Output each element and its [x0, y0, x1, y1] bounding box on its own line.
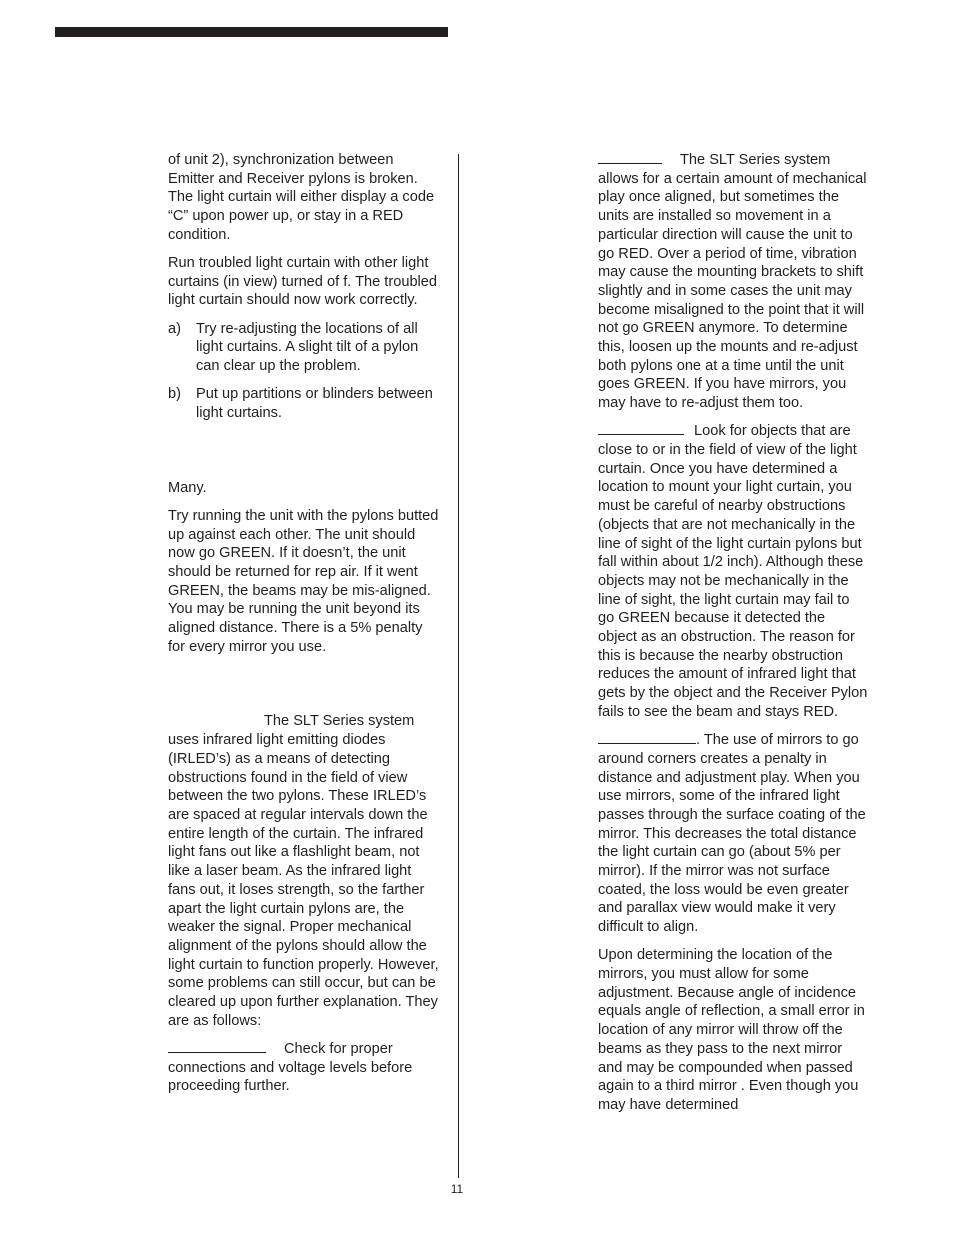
left-column — [168, 151, 440, 1106]
right-paragraph-1-text: The SLT Series system allows for a certain amount of mechanical play once aligned, but sometimes the units are installed so movement in a particular direction will cause the unit to go RED. Over a period of time, vibration may cause the mounting brackets to shift slightly and in some cases the unit may become misaligned to the point that it will not go GREEN anymore. To determine this, loosen up the mounts and re-adjust both pylons one at a time until the unit goes GREEN. If you have mirrors, you may have to re-adjust them too. — [598, 152, 867, 412]
left-paragraph-2: Run troubled light curtain with other light curtains (in view) turned of f. The troubled light curtain should now work correctly. — [168, 255, 438, 309]
blank-line — [598, 731, 696, 744]
column-divider — [458, 154, 459, 1178]
list-marker-b: b) — [168, 386, 181, 403]
left-paragraph-6 — [168, 1040, 440, 1096]
right-paragraph-3 — [598, 731, 868, 937]
page-number: 11 — [450, 1182, 464, 1196]
list-text-a: Try re-adjusting the locations of all light curtains. A slight tilt of a pylon can clear up the problem. — [196, 320, 419, 375]
blank-line — [168, 1040, 266, 1053]
right-paragraph-1 — [598, 151, 868, 413]
left-paragraph-6-text: Check for proper connections and voltage levels before proceeding further. — [168, 1040, 413, 1095]
header-rule — [55, 27, 448, 37]
list-text-b: Put up partitions or blinders between light curtains. — [196, 386, 433, 421]
list-item-a — [168, 320, 440, 376]
right-paragraph-2 — [598, 422, 868, 721]
right-column — [598, 151, 868, 1124]
left-paragraph-3: Many. — [168, 479, 207, 496]
blank-line — [598, 151, 662, 164]
list-marker-a: a) — [168, 320, 181, 337]
left-paragraph-1: of unit 2), synchronization between Emitter and Receiver pylons is broken. The light curtain will either display a code “C” upon power up, or stay in a RED condition. — [168, 152, 435, 243]
right-paragraph-2-text: Look for objects that are close to or in the field of view of the light curtain. Once you have determined a location to mount your light curtain, you must be careful of nearby obstructions (objects that are not mechanically in the line of sight of the light curtain pylons but fall within about 1/2 inch). Although these objects may not be mechanically in the line of sight, the light curtain may fail to go GREEN because it detected the object as an obstruction. The reason for this is because the nearby obstruction reduces the amount of infrared light that gets by the object and the Receiver Pylon fails to see the beam and stays RED. — [598, 423, 868, 720]
right-paragraph-3-text: . The use of mirrors to go around corners creates a penalty in distance and adjustment play. When you use mirrors, some of the infrared light passes through the surface coating of the mirror. This decreases the total distance the light curtain can go (about 5% per mirror). If the mirror was not surface coated, the loss would be even greater and parallax view would make it very difficult to align. — [598, 732, 866, 936]
right-paragraph-4: Upon determining the location of the mirrors, you must allow for some adjustment. Because angle of incidence equals angle of reflection, a small error in location of any mirror will throw off the beams as they pass to the next mirror and may be compounded when passed again to a third mirror . Even though you may have determined — [598, 947, 865, 1113]
blank-line — [598, 422, 684, 435]
left-paragraph-5 — [168, 712, 440, 1030]
left-paragraph-4: Try running the unit with the pylons butted up against each other. The unit should now go GREEN. If it doesn’t, the unit should be returned for rep air. If it went GREEN, the beams may be mis-aligned. You may be running the unit beyond its aligned distance. There is a 5% penalty for every mirror you use. — [168, 507, 439, 655]
left-paragraph-5-text: The SLT Series system uses infrared light emitting diodes (IRLED’s) as a means of detecting obstructions found in the field of view between the two pylons. These IRLED’s are spaced at regular intervals down the entire length of the curtain. The infrared light fans out like a flashlight beam, not like a laser beam. As the infrared light fans out, it loses strength, so the farther apart the light curtain pylons are, the weaker the signal. Proper mechanical alignment of the pylons should allow the light curtain to function properly. However, some problems can still occur, but can be cleared up upon further explanation. They are as follows: — [168, 713, 439, 1029]
list-item-b — [168, 385, 440, 422]
